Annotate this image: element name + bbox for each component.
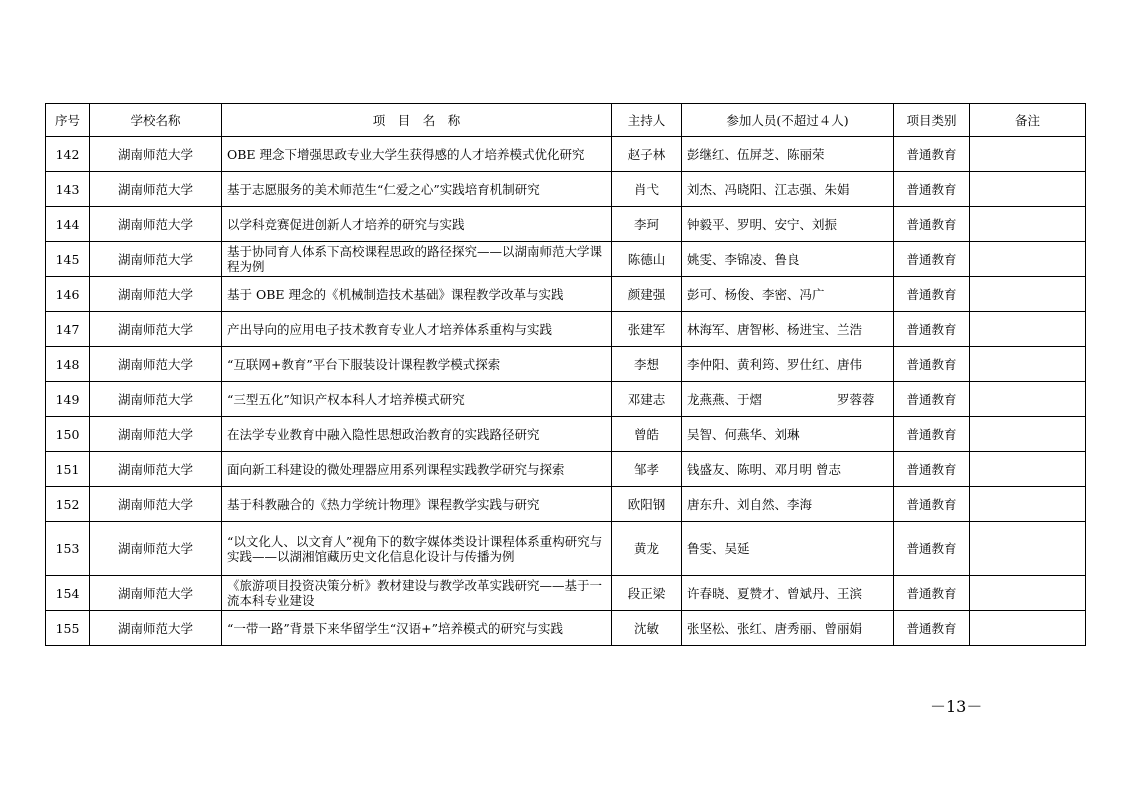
cell-host: 邓建志: [612, 382, 682, 417]
cell-school: 湖南师范大学: [90, 611, 222, 646]
cell-members: 鲁雯、吴延: [682, 522, 894, 576]
cell-host: 沈敏: [612, 611, 682, 646]
table-row: [46, 417, 1086, 452]
cell-category: 普通教育: [894, 522, 970, 576]
table-row: [46, 347, 1086, 382]
cell-school: 湖南师范大学: [90, 347, 222, 382]
cell-school: 湖南师范大学: [90, 137, 222, 172]
cell-school: 湖南师范大学: [90, 242, 222, 277]
cell-category: 普通教育: [894, 382, 970, 417]
table-row: [46, 382, 1086, 417]
cell-index: 152: [46, 487, 90, 522]
header-cell-index: 序号: [46, 104, 90, 137]
cell-host: 张建军: [612, 312, 682, 347]
cell-host: 李想: [612, 347, 682, 382]
cell-category: 普通教育: [894, 347, 970, 382]
cell-school: 湖南师范大学: [90, 172, 222, 207]
cell-project: 基于志愿服务的美术师范生“仁爱之心”实践培育机制研究: [222, 172, 612, 207]
cell-index: 145: [46, 242, 90, 277]
cell-category: 普通教育: [894, 452, 970, 487]
cell-members: 张坚松、张红、唐秀丽、曾丽娟: [682, 611, 894, 646]
cell-project: “一带一路”背景下来华留学生“汉语+”培养模式的研究与实践: [222, 611, 612, 646]
cell-project: 基于科教融合的《热力学统计物理》课程教学实践与研究: [222, 487, 612, 522]
cell-project: 面向新工科建设的微处理器应用系列课程实践教学研究与探索: [222, 452, 612, 487]
cell-note: [970, 522, 1086, 576]
cell-host: 陈德山: [612, 242, 682, 277]
page-number: －13－: [930, 697, 983, 716]
cell-host: 肖弋: [612, 172, 682, 207]
cell-members: 龙燕燕、于熠 罗蓉蓉: [682, 382, 894, 417]
cell-project: 在法学专业教育中融入隐性思想政治教育的实践路径研究: [222, 417, 612, 452]
cell-host: 曾皓: [612, 417, 682, 452]
cell-host: 赵子林: [612, 137, 682, 172]
cell-project: OBE 理念下增强思政专业大学生获得感的人才培养模式优化研究: [222, 137, 612, 172]
cell-index: 144: [46, 207, 90, 242]
cell-project: 《旅游项目投资决策分析》教材建设与教学改革实践研究——基于一流本科专业建设: [222, 576, 612, 611]
cell-index: 148: [46, 347, 90, 382]
cell-note: [970, 487, 1086, 522]
header-cell-host: 主持人: [612, 104, 682, 137]
project-table: [45, 103, 1086, 646]
table-row: [46, 452, 1086, 487]
cell-members: 唐东升、刘自然、李海: [682, 487, 894, 522]
cell-members: 彭可、杨俊、李密、冯广: [682, 277, 894, 312]
cell-project: 基于 OBE 理念的《机械制造技术基础》课程教学改革与实践: [222, 277, 612, 312]
cell-category: 普通教育: [894, 242, 970, 277]
cell-school: 湖南师范大学: [90, 576, 222, 611]
cell-school: 湖南师范大学: [90, 417, 222, 452]
cell-project: 产出导向的应用电子技术教育专业人才培养体系重构与实践: [222, 312, 612, 347]
cell-note: [970, 452, 1086, 487]
cell-category: 普通教育: [894, 576, 970, 611]
cell-category: 普通教育: [894, 207, 970, 242]
cell-note: [970, 611, 1086, 646]
cell-note: [970, 576, 1086, 611]
cell-school: 湖南师范大学: [90, 207, 222, 242]
cell-note: [970, 417, 1086, 452]
cell-members: 许春晓、夏赞才、曾斌丹、王滨: [682, 576, 894, 611]
table-row: [46, 487, 1086, 522]
cell-category: 普通教育: [894, 277, 970, 312]
table-row: [46, 611, 1086, 646]
cell-school: 湖南师范大学: [90, 382, 222, 417]
cell-members: 钟毅平、罗明、安宁、刘振: [682, 207, 894, 242]
table-row: [46, 522, 1086, 576]
table-row: [46, 137, 1086, 172]
table-row: [46, 207, 1086, 242]
cell-category: 普通教育: [894, 487, 970, 522]
cell-index: 143: [46, 172, 90, 207]
cell-project: 基于协同育人体系下高校课程思政的路径探究——以湖南师范大学课程为例: [222, 242, 612, 277]
cell-note: [970, 207, 1086, 242]
cell-note: [970, 172, 1086, 207]
cell-category: 普通教育: [894, 611, 970, 646]
table-row: [46, 277, 1086, 312]
cell-category: 普通教育: [894, 137, 970, 172]
header-cell-note: 备注: [970, 104, 1086, 137]
cell-host: 欧阳钢: [612, 487, 682, 522]
cell-members: 姚雯、李锦凌、鲁良: [682, 242, 894, 277]
cell-host: 颜建强: [612, 277, 682, 312]
cell-note: [970, 312, 1086, 347]
cell-host: 李珂: [612, 207, 682, 242]
cell-school: 湖南师范大学: [90, 312, 222, 347]
header-cell-school: 学校名称: [90, 104, 222, 137]
cell-school: 湖南师范大学: [90, 452, 222, 487]
cell-index: 151: [46, 452, 90, 487]
table-header-row: [46, 104, 1086, 137]
cell-members: 钱盛友、陈明、邓月明 曾志: [682, 452, 894, 487]
cell-members: 李仲阳、黄利筠、罗仕红、唐伟: [682, 347, 894, 382]
cell-host: 段正梁: [612, 576, 682, 611]
cell-note: [970, 277, 1086, 312]
cell-note: [970, 347, 1086, 382]
cell-index: 147: [46, 312, 90, 347]
cell-category: 普通教育: [894, 417, 970, 452]
table-row: [46, 172, 1086, 207]
cell-members: 吴智、何燕华、刘琳: [682, 417, 894, 452]
cell-project: “以文化人、以文育人”视角下的数字媒体类设计课程体系重构研究与实践——以湖湘馆藏历史文化信息化设计与传播为例: [222, 522, 612, 576]
cell-index: 154: [46, 576, 90, 611]
cell-school: 湖南师范大学: [90, 277, 222, 312]
cell-index: 150: [46, 417, 90, 452]
cell-host: 邹孝: [612, 452, 682, 487]
cell-members: 刘杰、冯晓阳、江志强、朱娟: [682, 172, 894, 207]
table-row: [46, 312, 1086, 347]
cell-project: 以学科竞赛促进创新人才培养的研究与实践: [222, 207, 612, 242]
cell-note: [970, 137, 1086, 172]
cell-category: 普通教育: [894, 172, 970, 207]
header-cell-members: 参加人员(不超过４人): [682, 104, 894, 137]
cell-project: “三型五化”知识产权本科人才培养模式研究: [222, 382, 612, 417]
cell-index: 142: [46, 137, 90, 172]
cell-category: 普通教育: [894, 312, 970, 347]
header-cell-category: 项目类别: [894, 104, 970, 137]
cell-school: 湖南师范大学: [90, 487, 222, 522]
cell-index: 153: [46, 522, 90, 576]
cell-project: “互联网+教育”平台下服装设计课程教学模式探索: [222, 347, 612, 382]
cell-school: 湖南师范大学: [90, 522, 222, 576]
cell-members: 林海军、唐智彬、杨进宝、兰浩: [682, 312, 894, 347]
table-row: [46, 242, 1086, 277]
cell-index: 155: [46, 611, 90, 646]
cell-note: [970, 242, 1086, 277]
cell-index: 146: [46, 277, 90, 312]
table-row: [46, 576, 1086, 611]
cell-host: 黄龙: [612, 522, 682, 576]
cell-note: [970, 382, 1086, 417]
cell-members: 彭继红、伍屏芝、陈丽荣: [682, 137, 894, 172]
header-cell-project: 项 目 名 称: [222, 104, 612, 137]
cell-index: 149: [46, 382, 90, 417]
